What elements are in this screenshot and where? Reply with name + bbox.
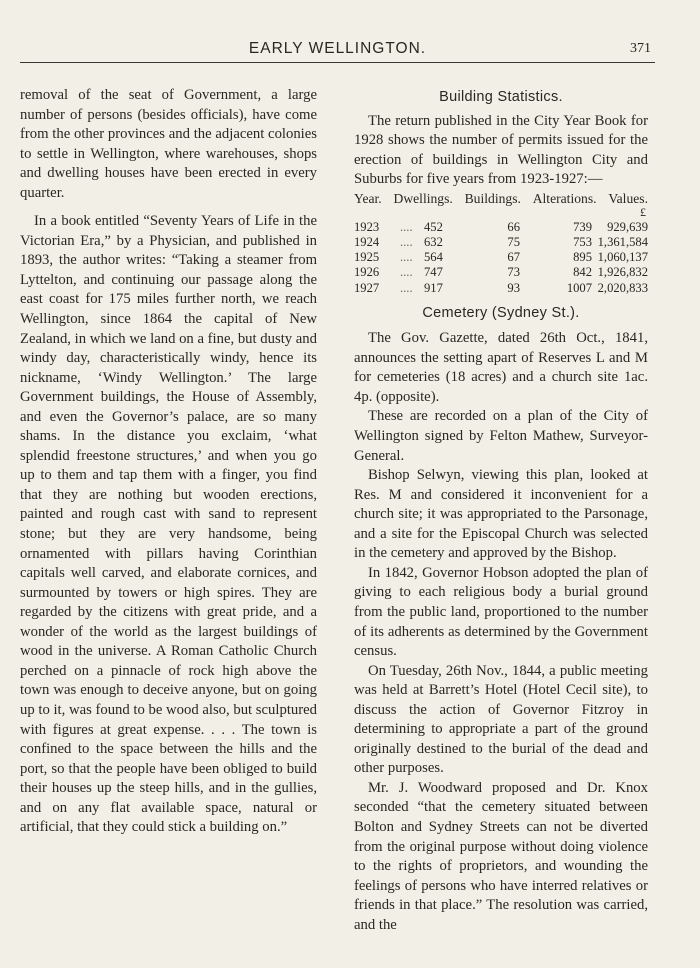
paragraph: In a book entitled “Seventy Years of Life in the Victorian Era,” by a Physician, and published in 1893, the author writes: “Taking a steamer from Lyttelton, and continuing our passage along the east coast for 175 miles further north, we reach Wellington, since 1864 the capital of New Zealand, in which we land on a fine, but dusty and windy day, characteristically windy, hence its nickname, ‘Windy Wellington.’ The large Government buildings, the House of Assembly, and even the Governor’s palace, are so many shams. In the distance you exclaim, ‘what splendid freestone structures,’ and when you go up to them and tap them with a finger, you find that they are nothing but wooden erections, painted and rough cast with sand to represent stone; but they are very handsome, being ornamented with pillars having Corinthian capitals well carved, and elaborate cornices, and surmounted by towers or high spires. They are regarded by the citizens with great pride, and a wonder of the world as the largest buildings of wood in the universe. A Roman Catholic Church perched on a pinnacle of rock high above the town was enough to deceive anyone, but on going up to it, was found to be wood also, but sculptured with figures at great expense. . . . The town is confined to the space between the hills and the port, so that the people have been obliged to build their houses up the steep hills, and in the gullies, and on any flat available space, natural or artificial, that they could stick a building on.” [20, 213, 317, 836]
alterations-cell: 753 [573, 234, 592, 249]
buildings-cell: 67 [507, 250, 520, 265]
value-cell: 2,020,833 [597, 280, 648, 295]
right-column [354, 86, 648, 935]
table-row [354, 250, 648, 265]
dwellings-cell: 747 [424, 265, 443, 280]
paragraph: Mr. J. Woodward proposed and Dr. Knox seconded “that the cemetery situated between Bolton and Sydney Streets can not be diverted from the original purpose without doing violence to the rights of proprietors, and wounding the feelings of persons who have interred relatives or friends in that place.” The resolution was carried, and the [354, 779, 648, 933]
table-row [354, 265, 648, 280]
paragraph: These are recorded on a plan of the City of Wellington signed by Felton Mathew, Surveyor-General. [354, 408, 648, 464]
page-number: 371 [630, 41, 651, 56]
running-title: EARLY WELLINGTON. [248, 40, 427, 57]
year-cell: 1923 [354, 219, 380, 234]
dwellings-cell: 632 [424, 234, 443, 249]
value-cell: 929,639 [607, 219, 648, 234]
left-column [20, 86, 317, 838]
alterations-cell: 739 [573, 219, 592, 234]
statistics-intro: The return published in the City Year Book for 1928 shows the number of permits issued for the erection of buildings in Wellington City and Suburbs for five years from 1923-1927:— [354, 112, 648, 188]
running-header [20, 40, 655, 62]
buildings-cell: 93 [507, 280, 520, 295]
col-header-dwellings: Dwellings. [393, 190, 453, 206]
paragraph: removal of the seat of Government, a large number of persons (besides officials), have come from the other provinces and the adjacent colonies to settle in Wellington, where warehouses, shops and dwelling houses have been erected in every quarter. [20, 87, 317, 201]
building-statistics-heading: Building Statistics. [439, 89, 563, 105]
col-header-year: Year. [354, 190, 382, 206]
cemetery-heading: Cemetery (Sydney St.). [422, 304, 580, 321]
alterations-cell: 895 [573, 250, 592, 265]
alterations-cell: 1007 [566, 280, 592, 295]
leader-dots: .... [400, 250, 413, 265]
value-cell: 1,361,584 [597, 234, 648, 249]
table-row [354, 235, 648, 250]
buildings-cell: 66 [507, 219, 520, 234]
buildings-cell: 73 [507, 265, 520, 280]
table-row [354, 220, 648, 235]
value-cell: 1,926,832 [597, 265, 648, 280]
table-row [354, 281, 648, 296]
paragraph: In 1842, Governor Hobson adopted the plan of giving to each religious body a burial ground from the public land, proportioned to the number of its adherents as determined by the Government census. [354, 564, 648, 660]
buildings-cell: 75 [507, 234, 520, 249]
year-cell: 1925 [354, 250, 380, 265]
year-cell: 1924 [354, 234, 380, 249]
currency-symbol: £ [640, 204, 646, 219]
paragraph: Bishop Selwyn, viewing this plan, looked at Res. M and considered it inconvenient for a church site; it was appropriated to the Parsonage, and a site for the Episcopal Church was selected in the cemetery and approved by the Bishop. [354, 467, 648, 562]
header-rule [20, 62, 655, 63]
dwellings-cell: 452 [424, 219, 443, 234]
col-header-buildings: Buildings. [464, 190, 521, 206]
leader-dots: .... [400, 280, 413, 295]
leader-dots: .... [400, 219, 413, 234]
paragraph: On Tuesday, 26th Nov., 1844, a public meeting was held at Barrett’s Hotel (Hotel Cecil site), to discuss the action of Governor Fitzroy in determining to appropriate a part of the ground originally destined to the burial of the dead and other purposes. [354, 662, 648, 777]
alterations-cell: 842 [573, 265, 592, 280]
col-header-alterations: Alterations. [532, 190, 597, 206]
year-cell: 1926 [354, 265, 380, 280]
leader-dots: .... [400, 265, 413, 280]
year-cell: 1927 [354, 280, 380, 295]
paragraph: The Gov. Gazette, dated 26th Oct., 1841, announces the setting apart of Reserves L and M for cemeteries (18 acres) and a church site 1ac. 4p. (opposite). [354, 330, 648, 405]
statistics-table [354, 220, 648, 296]
dwellings-cell: 564 [424, 250, 443, 265]
dwellings-cell: 917 [424, 280, 443, 295]
leader-dots: .... [400, 234, 413, 249]
value-cell: 1,060,137 [597, 250, 648, 265]
statistics-column-headers [354, 191, 648, 207]
col-header-values: Values. [608, 190, 648, 206]
